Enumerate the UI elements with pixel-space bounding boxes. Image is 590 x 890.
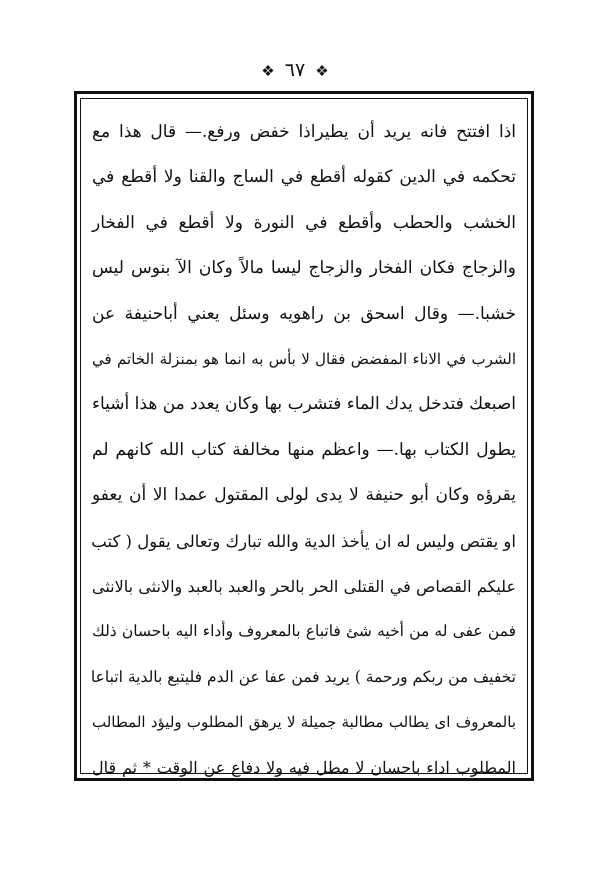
text-line: تخفيف من ربكم ورحمة ) يريد فمن عفا عن الدم فليتبع بالدية اتباعا [90, 667, 516, 686]
text-line: فمن عفى له من أخيه شئ فاتباع بالمعروف وأداء اليه باحسان ذلك [92, 622, 516, 641]
text-line: عليكم القصاص في القتلى الحر بالحر والعبد بالعبد والانثى بالانثى [92, 576, 516, 596]
page-body-text [92, 110, 516, 791]
right-ornament-icon: ❖ [261, 62, 275, 80]
text-line: بالمعروف اى يطالب مطالبة جميلة لا يرهق المطلوب وليؤد المطالب [92, 713, 516, 732]
text-line: او يقتص وليس له ان يأخذ الدية والله تبارك وتعالى يقول ( كتب [91, 531, 516, 551]
text-line: تحكمه في الدين كقوله أقطع في الساج والقنا ولا أقطع في [92, 167, 516, 188]
text-line: اذا افتتح فانه يريد أن يطيراذا خفض ورفع.— قال هذا مع [92, 122, 516, 142]
text-line: المطلوب اداء باحسان لا مطل فيه ولا دفاع عن الوقت * ثم قال [92, 758, 516, 778]
page-number: ٦٧ [284, 59, 306, 81]
text-line: والزجاج فكان الفخار والزجاج ليسا مالاً وكان الآ بنوس ليس [92, 258, 516, 279]
text-line: يقرؤه وكان أبو حنيفة لا يدى لولى المقتول عمدا الا أن يعفو [92, 485, 516, 506]
text-line: يطول الكتاب بها.— واعظم منها مخالفة كتاب الله كانهم لم [92, 439, 516, 460]
text-line: خشبا.— وقال اسحق بن راهويه وسئل يعني أباحنيفة عن [92, 303, 516, 324]
text-line: الخشب والحطب وأقطع في النورة ولا أقطع في الفخار [92, 212, 516, 233]
text-line: الشرب في الاناء المفضض فقال لا بأس به انما هو بمنزلة الخاتم في [92, 349, 516, 368]
text-line: اصبعك فتدخل يدك الماء فتشرب بها وكان يعدد من هذا أشياء [92, 394, 516, 415]
left-ornament-icon: ❖ [315, 62, 329, 80]
page-number-header [0, 58, 590, 83]
